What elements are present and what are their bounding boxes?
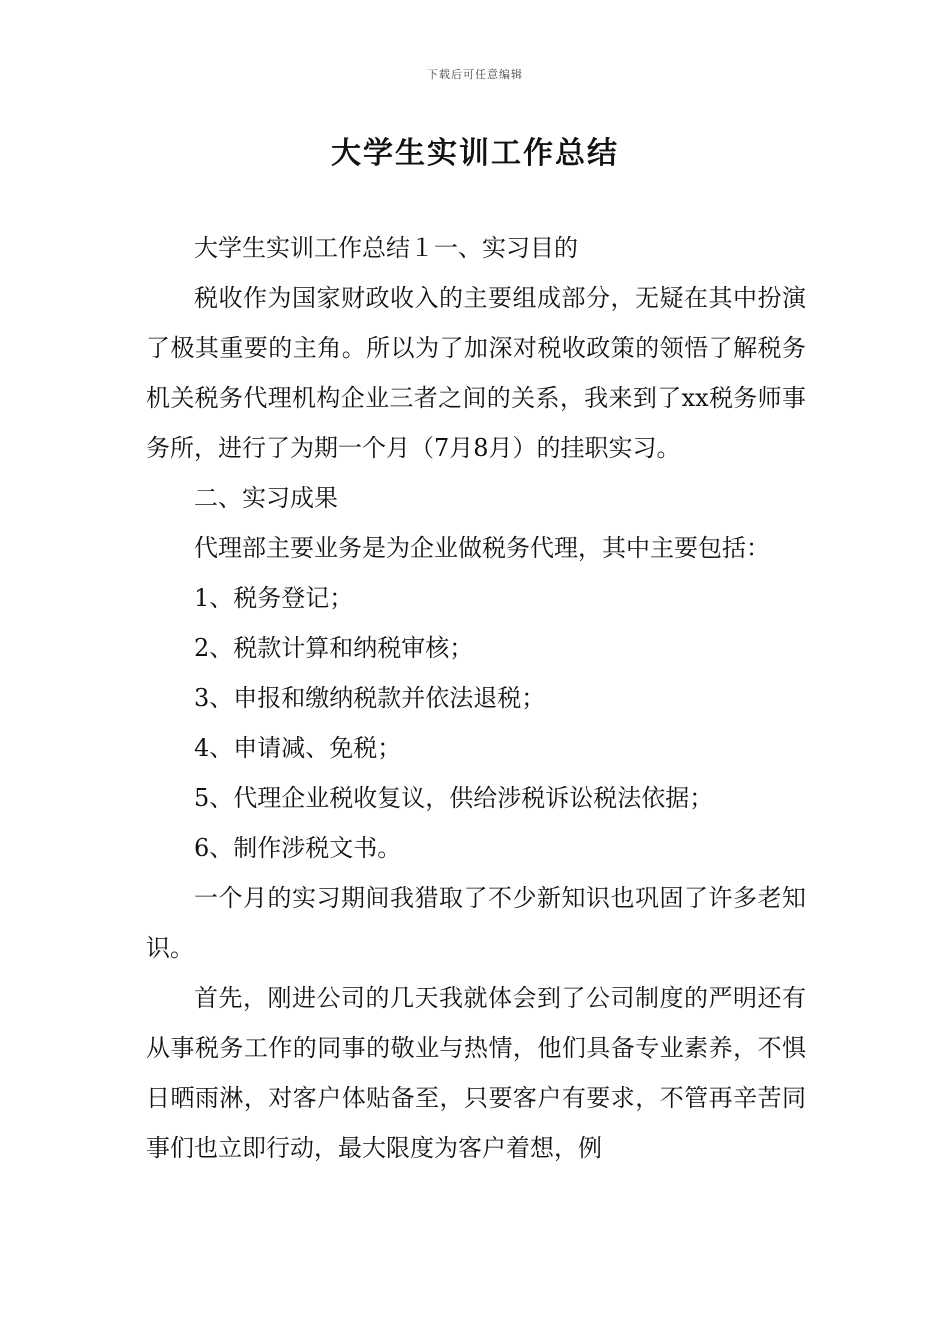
paragraph-business-intro: 代理部主要业务是为企业做税务代理，其中主要包括： bbox=[194, 534, 770, 562]
paragraph-knowledge: 一个月的实习期间我猎取了不少新知识也巩固了许多老知识。 bbox=[146, 884, 806, 962]
header-note: 下载后可任意编辑 bbox=[427, 68, 523, 81]
paragraph-purpose: 税收作为国家财政收入的主要组成部分，无疑在其中扮演了极其重要的主角。所以为了加深对税收政策的领悟了解税务机关税务代理机构企业三者之间的关系，我来到了xx税务师事务所，进行了为期一个月（7月8月）的挂职实习。 bbox=[146, 284, 806, 462]
document-body bbox=[146, 223, 806, 1173]
document-title: 大学生实训工作总结 bbox=[331, 136, 619, 171]
paragraph-first: 首先，刚进公司的几天我就体会到了公司制度的严明还有从事税务工作的同事的敬业与热情，他们具备专业素养，不惧日晒雨淋，对客户体贴备至，只要客户有要求，不管再辛苦同事们也立即行动，最大限度为客户着想，例 bbox=[146, 984, 806, 1162]
list-item: 5、代理企业税收复议，供给涉税诉讼税法依据； bbox=[194, 784, 714, 812]
paragraph-intro: 大学生实训工作总结１一、实习目的 bbox=[194, 234, 578, 262]
section-heading-results: 二、实习成果 bbox=[194, 484, 338, 512]
list-item: 1、税务登记； bbox=[194, 584, 354, 612]
list-item: 2、税款计算和纳税审核； bbox=[194, 634, 474, 662]
list-item: 4、申请减、免税； bbox=[194, 734, 402, 762]
list-item: 3、申报和缴纳税款并依法退税； bbox=[194, 684, 546, 712]
list-item: 6、制作涉税文书。 bbox=[194, 834, 402, 862]
